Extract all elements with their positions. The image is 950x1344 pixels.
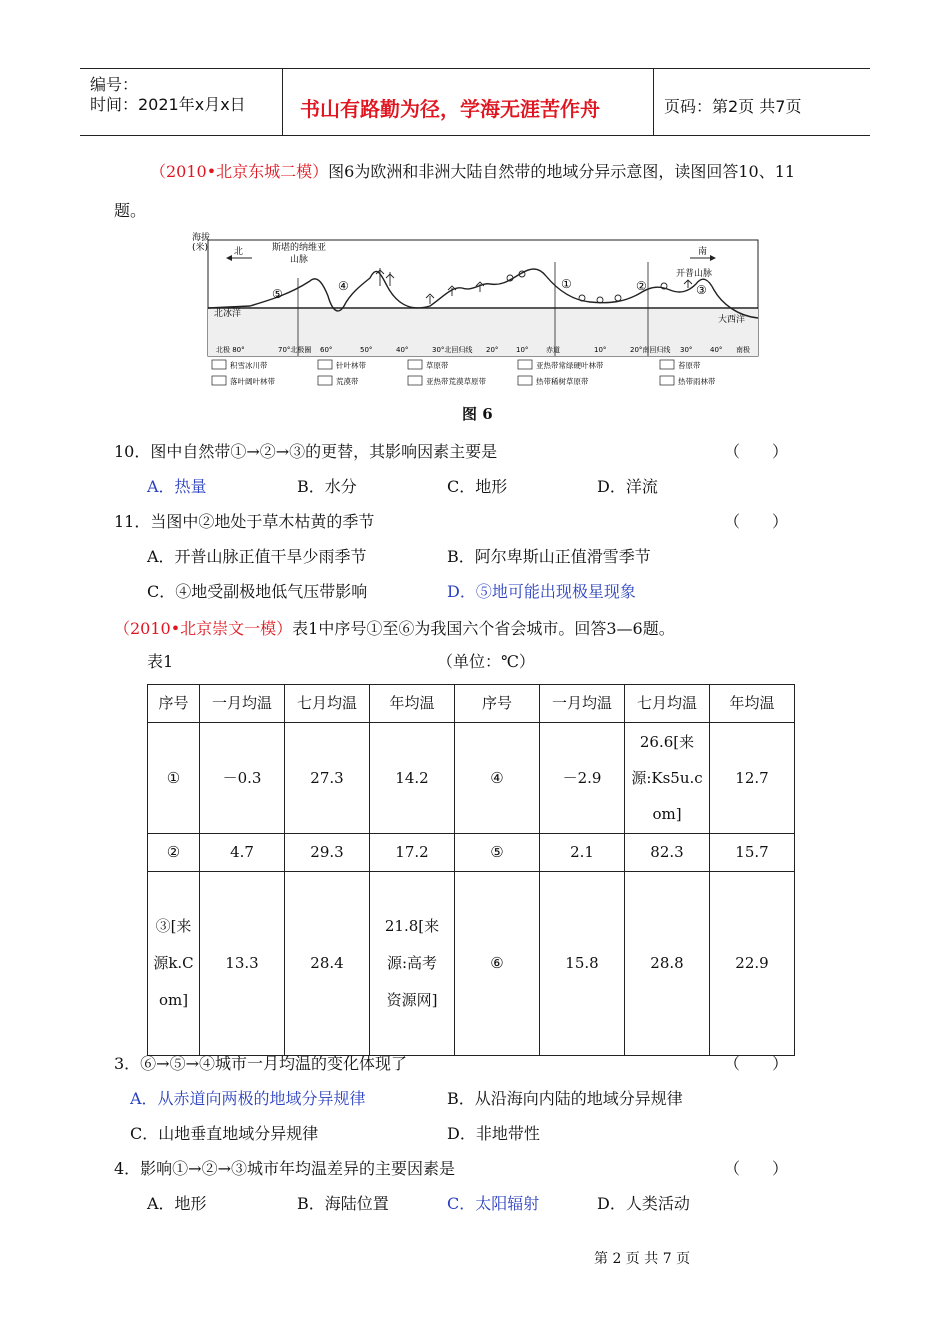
q10-paren: （ ） [724,442,789,461]
lat-label: 70°北极圈 [278,346,312,354]
table-header-cell: 七月均温 [285,685,370,723]
table-cell: 26.6[来源:Ks5u.com] [625,723,710,834]
header-divider-left [282,68,283,135]
table-cell: －0.3 [200,723,285,834]
table-cell: ① [148,723,200,834]
q4-option-a[interactable]: A．地形 [147,1194,207,1213]
mountain-scandinavia-1: 斯堪的纳维亚 [272,243,327,253]
table-cell: 28.4 [285,872,370,1056]
lat-label: 50° [360,346,373,354]
lat-label: 南极 [736,346,750,354]
q11-option-b[interactable]: B．阿尔卑斯山正值滑雪季节 [447,547,651,566]
table-cell: ③[来源k.Com] [148,872,200,1056]
section1-source: （2010•北京东城二模） [150,162,329,181]
mountain-cape: 开普山脉 [676,269,713,279]
table-header-cell: 年均温 [710,685,795,723]
number-label: 编号： [90,75,139,94]
header-divider-right [653,68,654,135]
q3-option-a[interactable]: A．从赤道向两极的地域分异规律 [130,1089,366,1108]
table-cell: ② [148,834,200,872]
q3-option-d[interactable]: D．非地带性 [447,1124,540,1143]
legend-item: 亚热带荒漠草原带 [426,377,486,386]
table-cell: 21.8[来源:高考资源网] [370,872,455,1056]
marker-3: ③ [696,283,707,297]
table-cell: 29.3 [285,834,370,872]
q10-option-c[interactable]: C．地形 [447,477,508,496]
marker-5: ⑤ [272,287,283,301]
direction-north: 北 [234,247,244,257]
legend-item: 苔原带 [678,361,701,370]
q10-option-a[interactable]: A．热量 [147,477,207,496]
lat-label: 40° [710,346,723,354]
table-cell: 2.1 [540,834,625,872]
table-cell: 15.8 [540,872,625,1056]
legend-item: 草原带 [426,361,449,370]
table-cell: －2.9 [540,723,625,834]
table-cell: 15.7 [710,834,795,872]
table-header-cell: 序号 [148,685,200,723]
q10-option-d[interactable]: D．洋流 [597,477,658,496]
sea-atlantic: 大西洋 [718,315,746,325]
y-axis-label-2: (米) [192,243,209,253]
q11-option-d[interactable]: D．⑤地可能出现极星现象 [447,582,636,601]
legend [212,360,716,386]
marker-4: ④ [338,279,349,293]
legend-item: 热带稀树草原带 [536,377,589,386]
table-row [148,834,795,872]
table-header-cell: 序号 [455,685,540,723]
marker-1: ① [561,277,572,291]
table-cell: ⑤ [455,834,540,872]
table-row [148,872,795,1056]
sea-arctic: 北冰洋 [214,309,242,319]
table-header-cell: 一月均温 [540,685,625,723]
figure-caption: 图 6 [462,405,493,423]
lat-label: 10° [594,346,607,354]
figure-6 [190,226,765,394]
table-label: 表1 [147,652,174,671]
table-cell: 14.2 [370,723,455,834]
lat-label: 60° [320,346,333,354]
page-info: 页码：第2页 共7页 [664,97,802,116]
table-unit: （单位：℃） [437,652,535,671]
direction-south: 南 [698,247,708,257]
legend-item: 针叶林带 [336,361,366,370]
marker-2: ② [636,279,647,293]
time-label: 时间：2021年x月x日 [90,95,246,114]
q10-option-b[interactable]: B．水分 [297,477,357,496]
section1-intro [150,162,795,182]
legend-item: 热带雨林带 [678,377,716,386]
lat-label: 20° [486,346,499,354]
lat-label: 赤道 [546,346,560,354]
table-header-cell: 七月均温 [625,685,710,723]
mountain-scandinavia-2: 山脉 [290,255,309,265]
section2-intro [114,619,675,639]
legend-item: 亚热带常绿硬叶林带 [536,361,604,370]
q3-stem: 3．⑥→⑤→④城市一月均温的变化体现了 [114,1054,407,1073]
table-header-cell: 年均温 [370,685,455,723]
table-row [148,723,795,834]
q11-option-c[interactable]: C．④地受副极地低气压带影响 [147,582,368,601]
page-footer: 第 2 页 共 7 页 [594,1251,691,1267]
q3-option-b[interactable]: B．从沿海向内陆的地域分异规律 [447,1089,683,1108]
table-cell: 13.3 [200,872,285,1056]
q11-option-a[interactable]: A．开普山脉正值干旱少雨季节 [147,547,367,566]
q4-option-c[interactable]: C．太阳辐射 [447,1194,540,1213]
section2-intro-text: 表1中序号①至⑥为我国六个省会城市。回答3—6题。 [292,619,675,638]
table-cell: 4.7 [200,834,285,872]
q4-option-d[interactable]: D．人类活动 [597,1194,690,1213]
legend-item: 积雪冰川带 [230,361,268,370]
table-header-row [148,685,795,723]
temperature-table [147,684,795,1056]
table-cell: ⑥ [455,872,540,1056]
q4-option-b[interactable]: B．海陆位置 [297,1194,389,1213]
section1-intro-line1: 图6为欧洲和非洲大陆自然带的地域分异示意图，读图回答10、11 [328,162,796,181]
lat-label: 10° [516,346,529,354]
lat-label: 20°南回归线 [630,346,671,354]
table-cell: 12.7 [710,723,795,834]
q3-option-c[interactable]: C．山地垂直地域分异规律 [130,1124,319,1143]
table-cell: 82.3 [625,834,710,872]
lat-label: 30°北回归线 [432,346,473,354]
q11-stem: 11．当图中②地处于草木枯黄的季节 [114,512,375,531]
table-cell: ④ [455,723,540,834]
q4-paren: （ ） [724,1159,789,1178]
header-bottom-rule [80,135,870,136]
y-axis-label-1: 海拔 [192,233,211,243]
header-top-rule [80,68,870,69]
table-cell: 22.9 [710,872,795,1056]
table-cell: 17.2 [370,834,455,872]
motto: 书山有路勤为径，学海无涯苦作舟 [300,97,600,121]
q4-stem: 4．影响①→②→③城市年均温差异的主要因素是 [114,1159,455,1178]
section2-source: （2010•北京崇文一模） [114,619,293,638]
section1-intro-line2: 题。 [114,201,147,220]
natural-zone-profile-diagram [190,226,765,394]
q10-stem: 10．图中自然带①→②→③的更替，其影响因素主要是 [114,442,498,461]
table-cell: 28.8 [625,872,710,1056]
table-cell: 27.3 [285,723,370,834]
legend-item: 落叶阔叶林带 [230,377,275,386]
lat-label: 北极 80° [216,346,245,354]
q11-paren: （ ） [724,512,789,531]
q3-paren: （ ） [724,1054,789,1073]
lat-label: 40° [396,346,409,354]
table-header-cell: 一月均温 [200,685,285,723]
legend-item: 荒漠带 [336,377,359,386]
lat-label: 30° [680,346,693,354]
